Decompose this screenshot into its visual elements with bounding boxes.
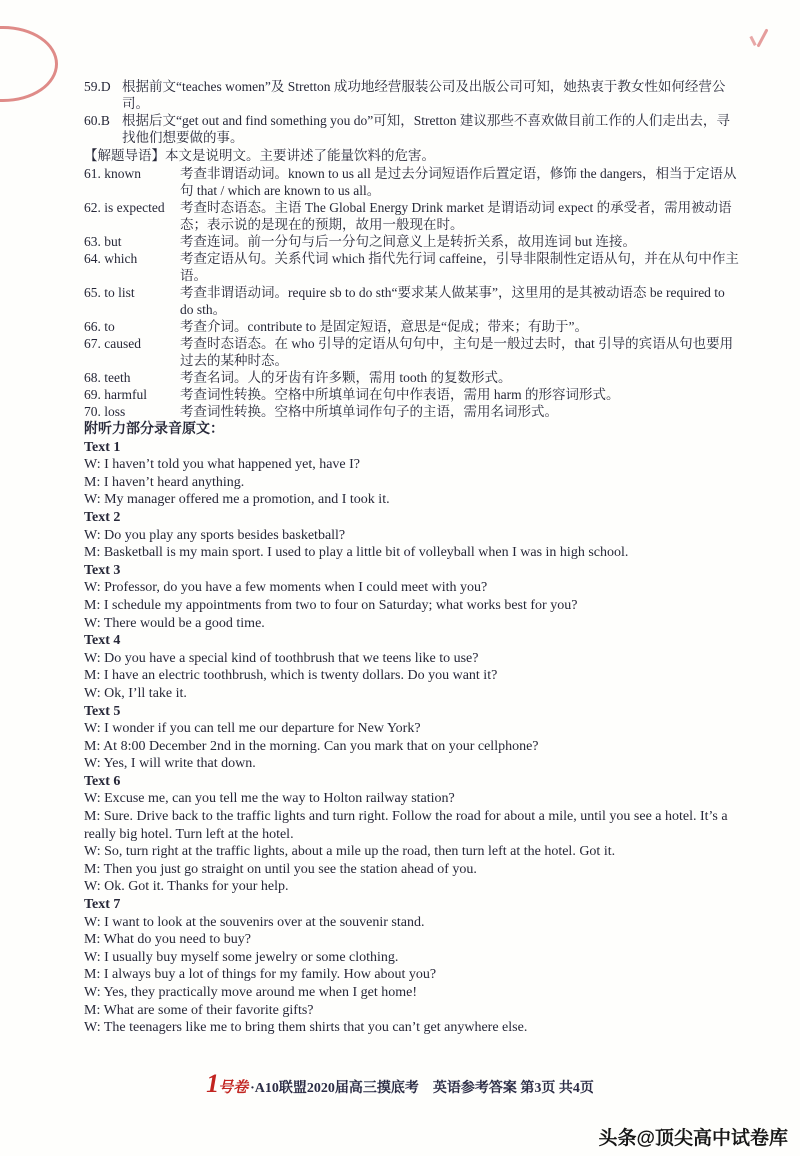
transcript-text-label: Text 3 (84, 562, 121, 578)
transcript-title: 附听力部分录音原文： (84, 422, 224, 437)
blank-answer: 68. teeth (84, 370, 131, 385)
blank-answer: 67. caused (84, 336, 141, 351)
transcript-line: W: Excuse me, can you tell me the way to Holton railway station? (84, 791, 455, 807)
answer-number: 59.D (84, 79, 111, 94)
blank-item (84, 386, 740, 403)
blank-explanation: 考查词性转换。空格中所填单词作句子的主语，需用名词形式。 (180, 404, 558, 419)
answer-number: 60.B (84, 113, 110, 128)
transcript-line: M: I haven’t heard anything. (84, 474, 245, 490)
transcript-section (84, 632, 740, 702)
transcript-line: M: I schedule my appointments from two to four on Saturday; what works best for you? (84, 597, 578, 613)
blank-item (84, 369, 740, 386)
transcript-line: W: Do you play any sports besides basketball? (84, 527, 346, 543)
blank-explanation: 考查时态语态。在 who 引导的定语从句句中，主句是一般过去时，that 引导的宾语从句也要用过去的某种时态。 (180, 336, 734, 368)
blank-explanation: 考查定语从句。关系代词 which 指代先行词 caffeine，引导非限制性定语从句，并在从句中作主语。 (180, 251, 739, 283)
logo-chars: 号卷 (218, 1080, 249, 1096)
transcript-section (84, 896, 740, 1037)
answer-sheet-page (84, 78, 740, 1037)
blank-explanation: 考查连词。前一分句与后一分句之间意义上是转折关系，故用连词 but 连接。 (180, 234, 636, 249)
blank-answer: 61. known (84, 166, 141, 181)
transcript-sections (84, 439, 740, 1037)
blank-answer: 65. to list (84, 285, 135, 300)
item-list (84, 165, 740, 420)
transcript-line: M: I have an electric toothbrush, which is twenty dollars. Do you want it? (84, 668, 498, 684)
answer-text: 根据前文“teaches women”及 Stretton 成功地经营服装公司及出版公司可知，她热衷于教女性如何经营公司。 (122, 79, 726, 111)
transcript-text-label: Text 5 (84, 703, 121, 719)
transcript-text-label: Text 6 (84, 773, 121, 789)
transcript-section (84, 703, 740, 773)
transcript-line: W: I usually buy myself some jewelry or some clothing. (84, 949, 399, 965)
blank-explanation: 考查名词。人的牙齿有许多颗，需用 tooth 的复数形式。 (180, 370, 512, 385)
blank-answer: 62. is expected (84, 200, 165, 215)
logo-numeral: 1 (206, 1069, 219, 1098)
guide-note: 【解题导语】本文是说明文。主要讲述了能量饮料的危害。 (84, 148, 435, 163)
watermark-text: 头条@顶尖高中试卷库 (598, 1128, 788, 1149)
blank-item (84, 233, 740, 250)
transcript-line: W: I want to look at the souvenirs over at the souvenir stand. (84, 914, 425, 930)
blank-item (84, 403, 740, 420)
blank-explanation: 考查词性转换。空格中所填单词在句中作表语，需用 harm 的形容词形式。 (180, 387, 620, 402)
blank-item (84, 165, 740, 199)
blank-item (84, 250, 740, 284)
transcript-text-label: Text 2 (84, 509, 121, 525)
blank-answer: 69. harmful (84, 387, 147, 402)
transcript-line: M: Sure. Drive back to the traffic lights and turn right. Follow the road for about a mile, until you see a hotel. It’s a really big hotel. Turn left at the hotel. (84, 809, 728, 842)
answer-item (84, 78, 740, 112)
blank-explanation: 考查非谓语动词。known to us all 是过去分词短语作后置定语，修饰 the dangers，相当于定语从句 that / which are known to us all。 (180, 166, 737, 198)
transcript-line: W: Ok. Got it. Thanks for your help. (84, 879, 289, 895)
transcript-line: W: Ok, I’ll take it. (84, 685, 187, 701)
transcript-line: M: I always buy a lot of things for my family. How about you? (84, 967, 437, 983)
transcript-line: M: Then you just go straight on until you see the station ahead of you. (84, 861, 477, 877)
transcript-line: M: At 8:00 December 2nd in the morning. Can you mark that on your cellphone? (84, 738, 539, 754)
blank-item (84, 284, 740, 318)
transcript-section (84, 509, 740, 562)
red-stamp-arc-icon (0, 26, 58, 102)
blank-explanation: 考查时态语态。主语 The Global Energy Drink market 是谓语动词 expect 的承受者，需用被动语态；表示说的是现在的预期，故用一般现在时。 (180, 200, 732, 232)
transcript-line: W: Do you have a special kind of toothbrush that we teens like to use? (84, 650, 479, 666)
transcript-line: W: Yes, I will write that down. (84, 756, 256, 772)
blank-answer: 63. but (84, 234, 122, 249)
blank-item (84, 335, 740, 369)
exam-brand-logo (206, 1069, 249, 1098)
transcript-section (84, 439, 740, 509)
transcript-line: W: So, turn right at the traffic lights, about a mile up the road, then turn left at the hotel. Got it. (84, 844, 616, 860)
blank-item (84, 318, 740, 335)
blank-answer: 64. which (84, 251, 138, 266)
footer-text: ·A10联盟2020届高三摸底考 英语参考答案 第3页 共4页 (250, 1081, 594, 1096)
blank-answer: 70. loss (84, 404, 126, 419)
transcript-line: M: What are some of their favorite gifts? (84, 1002, 314, 1018)
transcript-line: W: The teenagers like me to bring them shirts that you can’t get anywhere else. (84, 1020, 528, 1036)
transcript-section (84, 562, 740, 632)
answer-item (84, 112, 740, 146)
transcript-line: W: I wonder if you can tell me our departure for New York? (84, 721, 421, 737)
transcript-line: M: Basketball is my main sport. I used to play a little bit of volleyball when I was in high school. (84, 545, 629, 561)
answer-text: 根据后文“get out and find something you do”可知，Stretton 建议那些不喜欢做目前工作的人们走出去，寻找他们想要做的事。 (122, 113, 730, 145)
transcript-text-label: Text 4 (84, 633, 121, 649)
page-footer (0, 1069, 800, 1098)
transcript-line: M: What do you need to buy? (84, 932, 251, 948)
transcript-line: W: Professor, do you have a few moments when I could meet with you? (84, 580, 488, 596)
transcript-line: W: I haven’t told you what happened yet, have I? (84, 457, 361, 473)
transcript-line: W: My manager offered me a promotion, and I took it. (84, 492, 390, 508)
red-check-mark-icon (756, 28, 768, 47)
transcript-text-label: Text 7 (84, 897, 121, 913)
blank-item (84, 199, 740, 233)
answer-list (84, 78, 740, 146)
blank-explanation: 考查介词。contribute to 是固定短语，意思是“促成；带来；有助于”。 (180, 319, 588, 334)
transcript-text-label: Text 1 (84, 439, 121, 455)
blank-explanation: 考查非谓语动词。require sb to do sth“要求某人做某事”，这里用的是其被动语态 be required to do sth。 (180, 285, 725, 317)
transcript-line: W: There would be a good time. (84, 615, 265, 631)
blank-answer: 66. to (84, 319, 115, 334)
transcript-section (84, 773, 740, 896)
transcript-line: W: Yes, they practically move around me when I get home! (84, 985, 418, 1000)
